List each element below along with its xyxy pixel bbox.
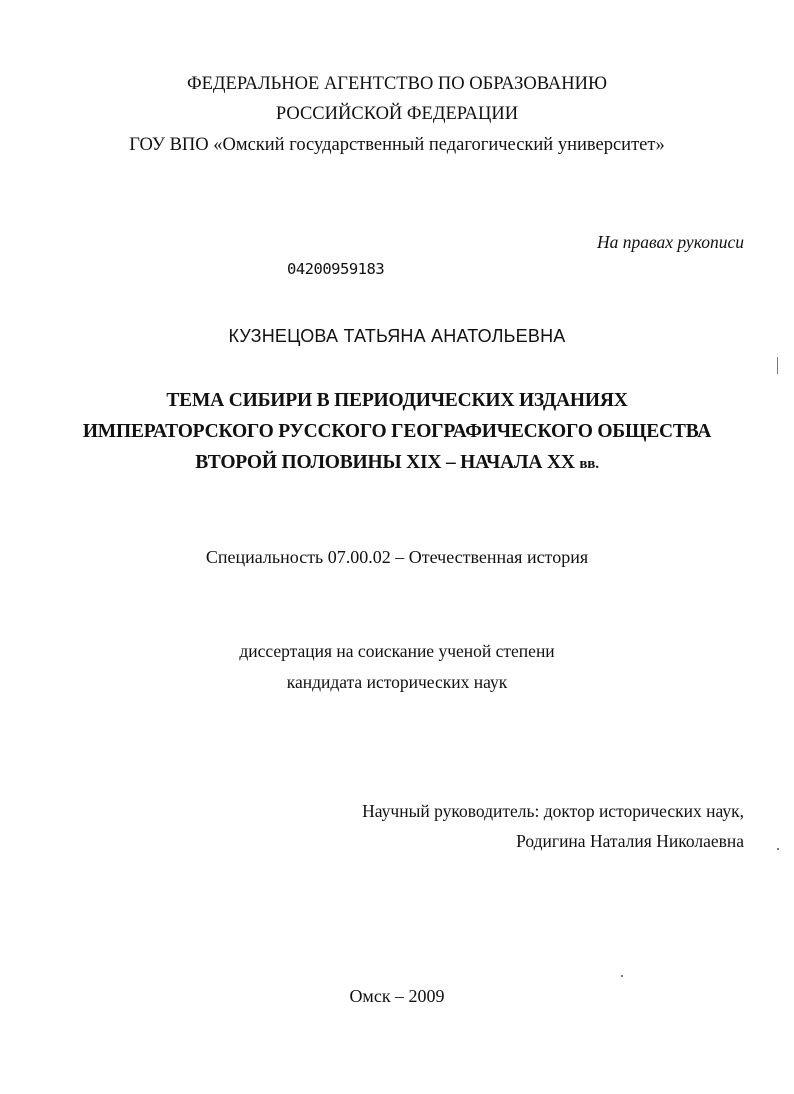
registration-number: 04200959183 <box>287 260 385 278</box>
specialty: Специальность 07.00.02 – Отечественная история <box>205 547 589 567</box>
author-name: КУЗНЕЦОВА ТАТЬЯНА АНАТОЛЬЕВНА <box>228 326 566 346</box>
dissertation-line1: диссертация на соискание ученой степени <box>239 641 555 661</box>
scan-artifact-dot <box>777 848 779 850</box>
manuscript-note: На правах рукописи <box>597 232 744 252</box>
scan-artifact-dot <box>621 975 623 977</box>
scan-artifact-mark <box>777 357 778 374</box>
title-line3-main: ВТОРОЙ ПОЛОВИНЫ XIX – НАЧАЛА XX <box>195 452 575 473</box>
agency-name-line1: ФЕДЕРАЛЬНОЕ АГЕНТСТВО ПО ОБРАЗОВАНИЮ <box>187 74 607 94</box>
supervisor-line2: Родигина Наталия Николаевна <box>516 831 744 851</box>
dissertation-line2: кандидата исторических наук <box>286 672 508 692</box>
university-name: ГОУ ВПО «Омский государственный педагогический университет» <box>129 135 665 155</box>
title-line3-suffix: вв. <box>579 456 599 472</box>
title-line2: ИМПЕРАТОРСКОГО РУССКОГО ГЕОГРАФИЧЕСКОГО ОБЩЕСТВА <box>82 421 712 442</box>
place-year: Омск – 2009 <box>349 986 445 1006</box>
title-line1: ТЕМА СИБИРИ В ПЕРИОДИЧЕСКИХ ИЗДАНИЯХ <box>166 390 628 411</box>
title-line3 <box>0 452 794 474</box>
supervisor-line1: Научный руководитель: доктор исторических наук, <box>362 801 744 821</box>
agency-name-line2: РОССИЙСКОЙ ФЕДЕРАЦИИ <box>275 104 519 124</box>
